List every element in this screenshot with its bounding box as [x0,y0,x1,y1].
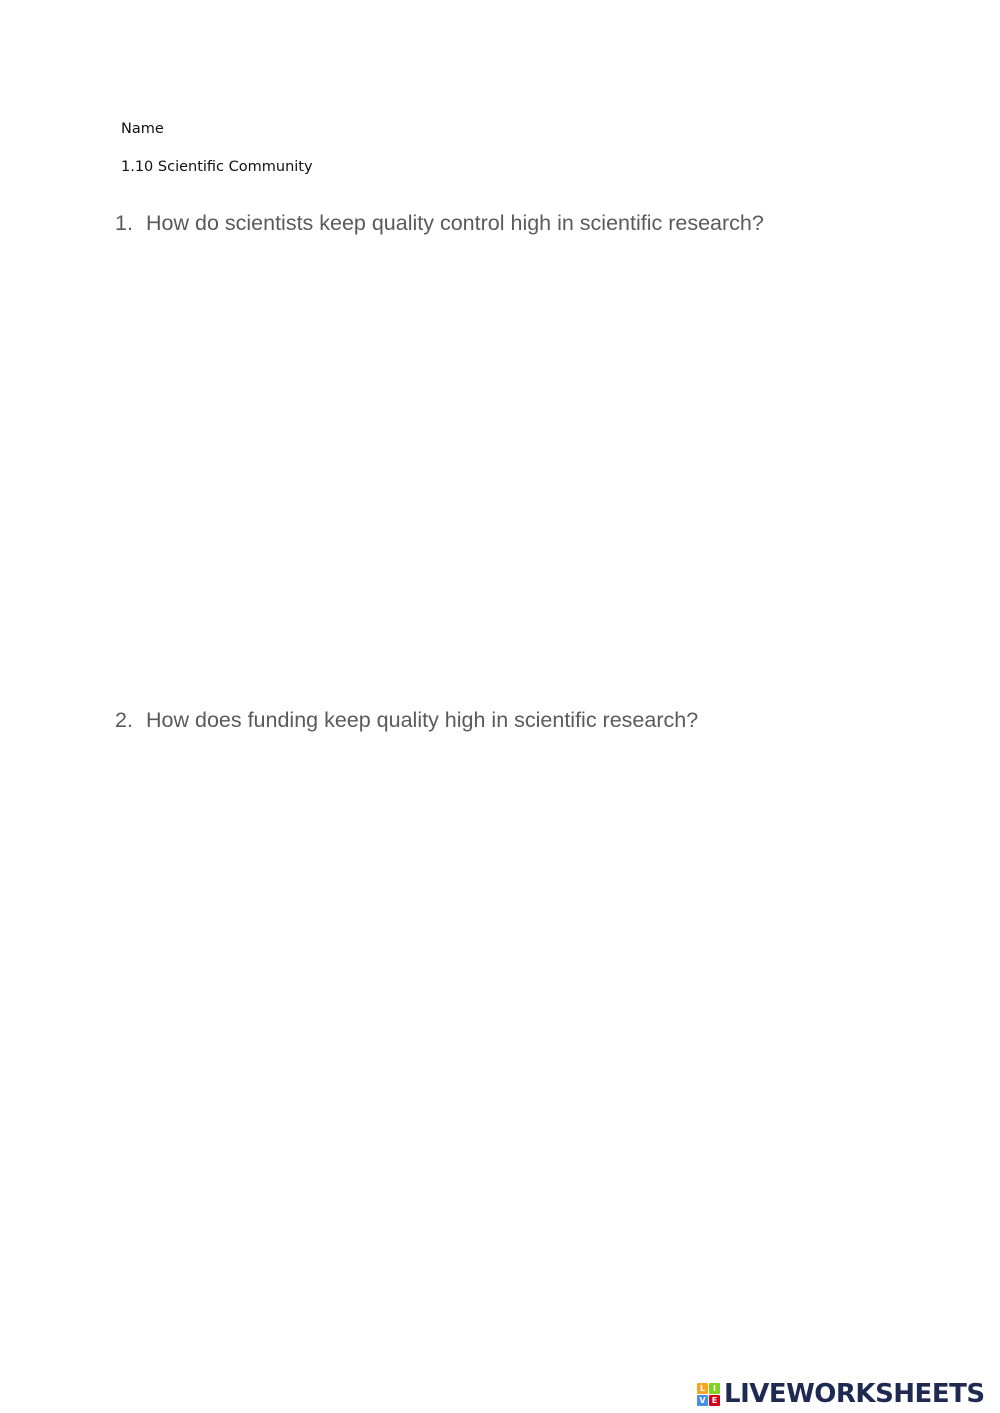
worksheet-title: 1.10 Scientific Community [121,159,313,175]
logo-mark-v: V [697,1395,708,1406]
question-2-text: How does funding keep quality high in scientific research? [146,708,699,732]
logo-mark-l: L [697,1383,708,1394]
answer-area-2[interactable] [115,748,885,1308]
logo-mark-i: I [709,1383,720,1394]
answer-area-1[interactable] [115,250,885,690]
name-label: Name [121,121,164,137]
logo-text: LIVEWORKSHEETS [724,1379,985,1409]
question-1 [115,211,764,236]
question-1-text: How do scientists keep quality control high in scientific research? [146,211,764,235]
logo-mark-icon [697,1383,720,1406]
liveworksheets-logo [697,1379,985,1409]
question-1-number: 1. [115,211,133,235]
logo-mark-e: E [709,1395,720,1406]
question-2-number: 2. [115,708,133,732]
question-2 [115,708,698,733]
